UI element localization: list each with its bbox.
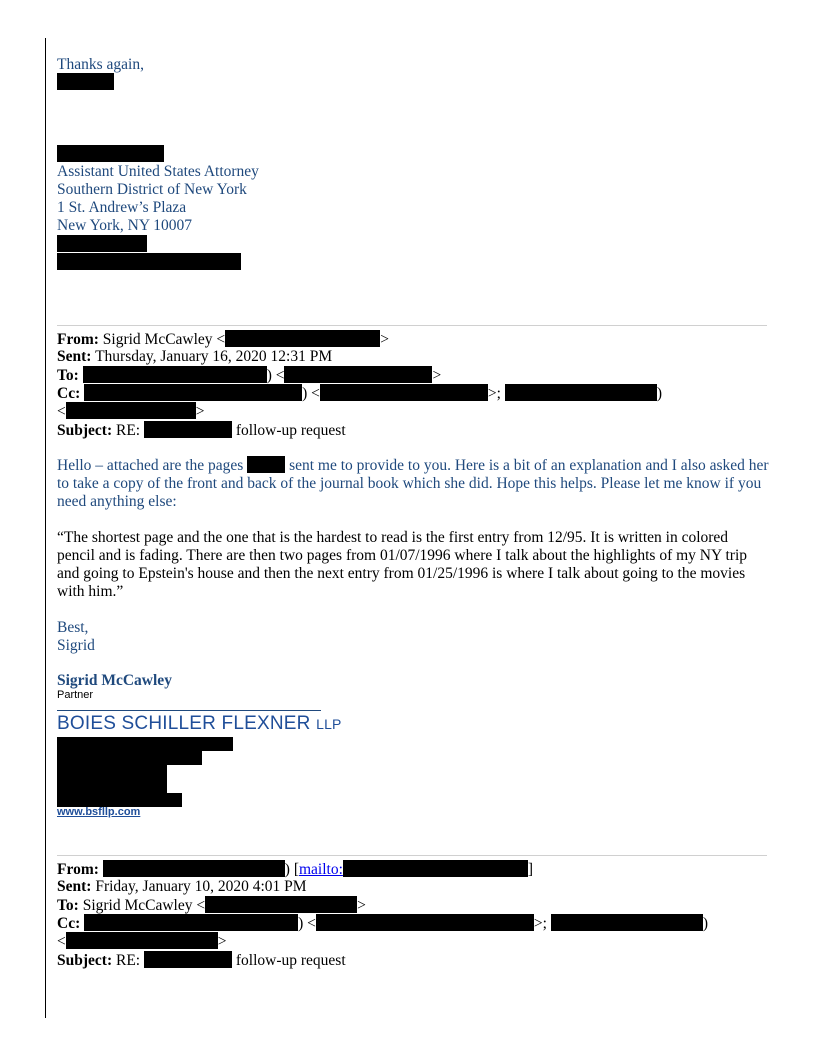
email1-sent: Sent: Thursday, January 16, 2020 12:31 PM: [57, 348, 333, 365]
signature-role: Partner: [57, 689, 94, 701]
redaction: [505, 384, 657, 401]
email-separator: [57, 325, 767, 326]
signature-address-line1: 1 St. Andrew’s Plaza: [57, 199, 187, 216]
redaction: [57, 73, 114, 90]
redaction: [225, 330, 380, 347]
signature-address-line2: New York, NY 10007: [57, 217, 193, 234]
redaction: [66, 932, 218, 949]
email2-subject: Subject: RE: follow-up request: [57, 952, 346, 969]
email1-subject: Subject: RE: follow-up request: [57, 422, 346, 439]
redaction: [343, 860, 528, 877]
redaction: [66, 402, 196, 419]
email2-cc-line2: < >: [57, 933, 227, 950]
email1-quote: “The shortest page and the one that is the hardest to read is the first entry from 12/95. It is written in colored pencil and is fading. There are then two pages from 01/07/1996 where I talk about the highlights of my NY trip and going to Epstein's house and then the next entry from 01/25/1996 is where I talk about going to the movies with him.”: [57, 529, 748, 600]
email2-to: To: Sigrid McCawley < >: [57, 897, 366, 914]
email2-sent: Sent: Friday, January 10, 2020 4:01 PM: [57, 878, 307, 895]
email2-cc: Cc: ) < >; ): [57, 915, 709, 932]
redaction: [103, 860, 285, 877]
redaction: [57, 145, 164, 162]
signature-divider: [57, 710, 321, 711]
signature-name: Sigrid McCawley: [57, 672, 172, 689]
email1-body-paragraph: Hello – attached are the pages sent me to provide to you. Here is a bit of an explanation and I also asked her to take a copy of the front and back of the journal book which she did. Hope this helps. Please let me know if you need anything else:: [57, 457, 769, 510]
closing-thanks: Thanks again,: [57, 56, 144, 73]
firm-name: BOIES SCHILLER FLEXNER LLP: [57, 713, 342, 734]
signature-office: Southern District of New York: [57, 181, 247, 198]
email1-from: From: Sigrid McCawley < >: [57, 331, 389, 348]
redaction: [83, 366, 267, 383]
signature-title: Assistant United States Attorney: [57, 163, 259, 180]
redaction: [316, 914, 534, 931]
email-separator: [57, 855, 767, 856]
redaction: [57, 793, 182, 807]
redaction: [84, 384, 302, 401]
redaction: [57, 253, 241, 270]
email1-cc-line2: < >: [57, 403, 205, 420]
redaction: [144, 951, 232, 968]
email1-cc: Cc: ) < >; ): [57, 385, 663, 402]
redaction: [84, 914, 298, 931]
sign-off-name: Sigrid: [57, 637, 95, 654]
email2-from: From: ) [mailto: ]: [57, 861, 534, 878]
redaction: [57, 235, 147, 252]
redaction: [284, 366, 432, 383]
email1-to: To: ) < >: [57, 367, 442, 384]
firm-website-link[interactable]: www.bsfllp.com: [57, 806, 141, 818]
redaction: [247, 456, 285, 473]
page-margin-rule: [45, 38, 46, 1018]
redaction: [205, 896, 357, 913]
sign-off-best: Best,: [57, 619, 89, 636]
redaction: [551, 914, 703, 931]
redaction: [144, 421, 232, 438]
redaction: [320, 384, 488, 401]
mailto-link[interactable]: mailto:: [298, 861, 343, 878]
